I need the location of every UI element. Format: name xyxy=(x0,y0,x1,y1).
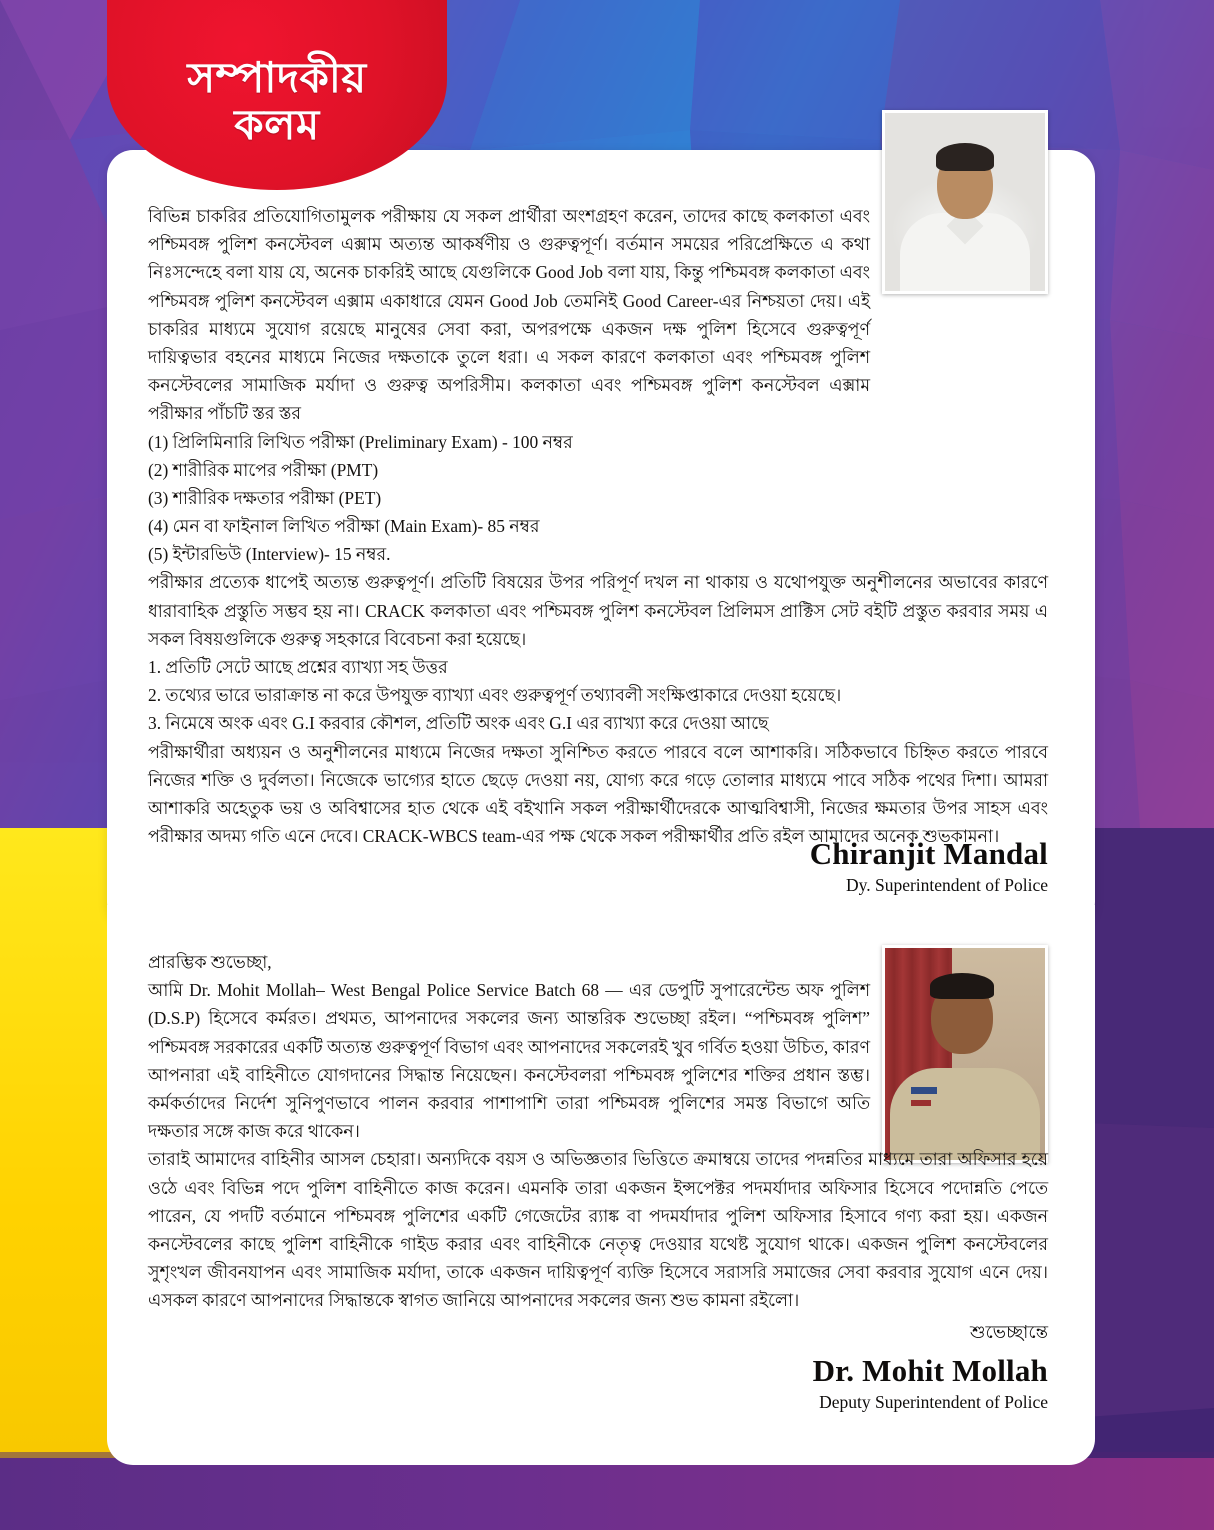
greeting-line: প্রারম্ভিক শুভেচ্ছা, xyxy=(148,952,272,972)
signature-greeting: শুভেচ্ছান্তে xyxy=(969,1322,1048,1342)
exam-stage-item: (3) শারীরিক দক্ষতার পরীক্ষা (PET) xyxy=(148,487,382,508)
paragraph: আমি Dr. Mohit Mollah– West Bengal Police Service Batch 68 — এর ডেপুটি সুপারেন্টেন্ড অফ পুলিশ (D.S.P) হিসেবে কর্মরত। প্রথমত, আপনাদের সকলের জন্য আন্তরিক শুভেচ্ছা রইল। “পশ্চিমবঙ্গ পুলিশ” পশ্চিমবঙ্গ সরকারের একটি অত্যন্ত গুরুত্বপূর্ণ বিভাগ এবং আপনাদের সকলেরই খুব গর্বিত হওয়া উচিত, কারণ আপনারা এই বাহিনীতে যোগদানের সিদ্ধান্ত নিয়েছেন। কনস্টেবলরা পশ্চিমবঙ্গ পুলিশের শক্তির প্রধান স্তম্ভ। কর্মকর্তাদের নির্দেশ সুনিপুণভাবে পালন করবার পাশাপাশি তারা পশ্চিমবঙ্গ পুলিশের সমস্ত বিভাগে অতি দক্ষতার সঙ্গে কাজ করে থাকেন। xyxy=(148,980,870,1142)
paragraph: বিভিন্ন চাকরির প্রতিযোগিতামুলক পরীক্ষায় যে সকল প্রার্থীরা অংশগ্রহণ করেন, তাদের কাছে কলকাতা এবং পশ্চিমবঙ্গ পুলিশ কনস্টেবল এক্সাম অত্যন্ত আকর্ষণীয় ও গুরুত্বপূর্ণ। বর্তমান সময়ের পরিপ্রেক্ষিতে এ কথা নিঃসন্দেহে বলা যায় যে, অনেক চাকরিই আছে যেগুলিকে Good Job বলা যায়, কিন্তু পশ্চিমবঙ্গ কলকাতা এবং পশ্চিমবঙ্গ পুলিশ কনস্টেবল এক্সাম একাধারে যেমন Good Job তেমনিই Good Career-এর নিশ্চয়তা দেয়। এই চাকরির মাধ্যমে সুযোগ রয়েছে মানুষের সেবা করা, অপরপক্ষে একজন দক্ষ পুলিশ হিসেবে গুরুত্বপূর্ণ দায়িত্বভার বহনের মাধ্যমে নিজের দক্ষতাকে তুলে ধরা। এ সকল কারণে কলকাতা এবং পশ্চিমবঙ্গ পুলিশ কনস্টেবলের সামাজিক মর্যাদা ও গুরুত্ব অপরিসীম। কলকাতা এবং পশ্চিমবঙ্গ পুলিশ কনস্টেবল এক্সাম পরীক্ষার পাঁচটি স্তর স্তর xyxy=(148,206,870,424)
signature-role: Dy. Superintendent of Police xyxy=(845,874,1048,895)
paragraph: পরীক্ষার প্রত্যেক ধাপেই অত্যন্ত গুরুত্বপূর্ণ। প্রতিটি বিষয়ের উপর পরিপূর্ণ দখল না থাকায় ও যথোপযুক্ত অনুশীলনের অভাবের কারণে ধারাবাহিক প্রস্তুতি সম্ভব হয় না। CRACK কলকাতা এবং পশ্চিমবঙ্গ পুলিশ কনস্টেবল প্রিলিমস প্রাক্টিস সেট বইটি প্রস্তুত করবার সময় এ সকল বিষয়গুলিকে গুরুত্ব সহকারে বিবেচনা করা হয়েছে। xyxy=(148,572,1048,649)
purple-footer-strip xyxy=(0,1458,1214,1530)
exam-stage-item: (2) শারীরিক মাপের পরীক্ষা (PMT) xyxy=(148,459,379,480)
exam-stage-item: (5) ইন্টারভিউ (Interview)- 15 নম্বর. xyxy=(148,544,391,565)
portrait-hair xyxy=(936,143,994,171)
signature-block-bottom xyxy=(548,1318,1048,1413)
exam-stage-item: (4) মেন বা ফাইনাল লিখিত পরীক্ষা (Main Exam)- 85 নম্বর xyxy=(148,516,540,537)
signature-name: Chiranjit Mandal xyxy=(809,836,1048,871)
feature-point: 3. নিমেষে অংক এবং G.I করবার কৌশল, প্রতিটি অংক এবং G.I এর ব্যাখ্যা করে দেওয়া আছে xyxy=(148,713,769,734)
exam-stage-item: (1) প্রিলিমিনারি লিখিত পরীক্ষা (Preliminary Exam) - 100 নম্বর xyxy=(148,431,573,452)
badge-text xyxy=(187,40,366,150)
signature-role: Deputy Superintendent of Police xyxy=(819,1391,1048,1412)
badge-line-2: কলম xyxy=(234,103,320,149)
signature-block-top xyxy=(548,836,1048,896)
paragraph: পরীক্ষার্থীরা অধ্যয়ন ও অনুশীলনের মাধ্যমে নিজের দক্ষতা সুনিশ্চিত করতে পারবে বলে আশাকরি। সঠিকভাবে চিহ্নিত করতে পারবে নিজের শক্তি ও দুর্বলতা। নিজেকে ভাগ্যের হাতে ছেড়ে দেওয়া নয়, যোগ্য করে গড়ে তোলার মাধ্যমে পাবে সঠিক পথের দিশা। আমরা আশাকরি অহেতুক ভয় ও অবিশ্বাসের হাত থেকে এই বইখানি সকল পরীক্ষার্থীদেরকে আত্মবিশ্বাসী, নিজের ক্ষমতার উপর সাহস এবং পরীক্ষার অদম্য গতি এনে দেবে। CRACK-WBCS team-এর পক্ষ থেকে সকল পরীক্ষার্থীর প্রতি রইল আমাদের অনেক শুভকামনা। xyxy=(148,741,1048,847)
badge-line-1: সম্পাদকীয় xyxy=(187,55,367,102)
editorial-top-body xyxy=(148,202,1048,850)
editorial-bottom-body xyxy=(148,948,1048,1314)
paragraph: তারাই আমাদের বাহিনীর আসল চেহারা। অন্যদিকে বয়স ও অভিজ্ঞতার ভিত্তিতে ক্রমাম্বয়ে তাদের পদন্নতির মাধ্যমে তারা অফিসার হয়ে ওঠে এবং বিভিন্ন পদে পুলিশ বাহিনীতে কাজ করেন। এমনকি তারা একজন ইন্সপেক্টর পদমর্যাদার অফিসার হিসেবে পদোন্নতি পেতে পারেন, যে পদটি বর্তমানে পশ্চিমবঙ্গ পুলিশের একটি গেজেটের র‍্যাঙ্ক বা পদমর্যাদার পুলিশ অফিসার হিসাবে গণ্য করা হয়। একজন কনস্টেবলের কাছে পুলিশ বাহিনীকে গাইড করার এবং বাহিনীকে নেতৃত্ব দেওয়ার যথেষ্ট সুযোগ থাকে। একজন পুলিশ কনস্টেবলের সুশৃংখল জীবনযাপন এবং সামাজিক মর্যাদা, তাকে একজন দায়িত্বপূর্ণ ব্যক্তি হিসেবে সরাসরি সমাজের সেবা করবার সুযোগ এনে দেয়। এসকল কারণে আপনাদের সিদ্ধান্তকে স্বাগত জানিয়ে আপনাদের সকলের জন্য শুভ কামনা রইলো। xyxy=(148,1149,1048,1311)
signature-name: Dr. Mohit Mollah xyxy=(812,1353,1048,1388)
feature-point: 2. তথ্যের ভারে ভারাক্রান্ত না করে উপযুক্ত ব্যাখ্যা এবং গুরুত্বপূর্ণ তথ্যাবলী সংক্ষিপ্তাকারে দেওয়া হয়েছে। xyxy=(148,685,842,706)
feature-point: 1. প্রতিটি সেটে আছে প্রশ্নের ব্যাখ্যা সহ উত্তর xyxy=(148,657,448,677)
